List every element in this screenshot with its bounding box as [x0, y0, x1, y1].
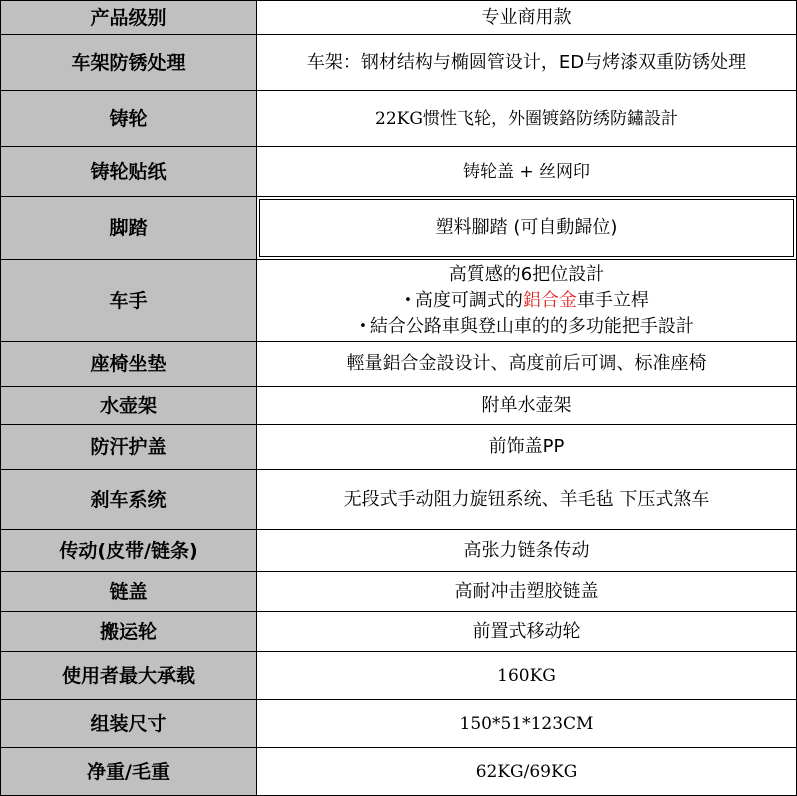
table-row [1, 387, 797, 425]
handlebar-line-1: 高質感的6把位設計 [448, 263, 605, 285]
row-value: 附单水壶架 [257, 387, 797, 425]
table-row [1, 35, 797, 91]
row-value: 62KG/69KG [257, 748, 797, 796]
row-label: 刹车系统 [1, 470, 257, 530]
highlighted-text: 鋁合金 [522, 289, 577, 311]
row-label: 防汗护盖 [1, 425, 257, 470]
row-value: 前饰盖PP [257, 425, 797, 470]
row-label: 净重/毛重 [1, 748, 257, 796]
table-row [1, 260, 797, 342]
table-row [1, 91, 797, 147]
table-row [1, 748, 797, 796]
row-label: 铸轮 [1, 91, 257, 147]
bullet-icon: • [404, 292, 412, 308]
table-row [1, 530, 797, 572]
row-label: 搬运轮 [1, 612, 257, 652]
row-label: 座椅坐垫 [1, 342, 257, 387]
row-value: 高张力链条传动 [257, 530, 797, 572]
table-row [1, 197, 797, 260]
row-label: 车手 [1, 260, 257, 342]
row-label: 水壶架 [1, 387, 257, 425]
table-row [1, 700, 797, 748]
row-value: 前置式移动轮 [257, 612, 797, 652]
row-value: 车架：钢材结构与椭圆管设计，ED与烤漆双重防锈处理 [257, 35, 797, 91]
row-label: 传动(皮带/链条) [1, 530, 257, 572]
line-text: 車手立桿 [576, 289, 649, 311]
line-text: 結合公路車與登山車的的多功能把手設計 [369, 315, 694, 337]
row-value: 22KG惯性飞轮，外圈镀鉻防绣防鏽設計 [257, 91, 797, 147]
table-row [1, 470, 797, 530]
row-value: 150*51*123CM [257, 700, 797, 748]
row-label: 使用者最大承载 [1, 652, 257, 700]
table-row [1, 572, 797, 612]
row-value: 160KG [257, 652, 797, 700]
table-row [1, 1, 797, 35]
table-row [1, 652, 797, 700]
row-value: 铸轮盖 + 丝网印 [257, 147, 797, 197]
table-row [1, 425, 797, 470]
row-label: 产品级别 [1, 1, 257, 35]
row-label: 铸轮贴纸 [1, 147, 257, 197]
handlebar-line-2 [257, 288, 796, 314]
row-label: 链盖 [1, 572, 257, 612]
row-value: 专业商用款 [257, 1, 797, 35]
table-row [1, 342, 797, 387]
row-label: 脚踏 [1, 197, 257, 260]
handlebar-line-3 [257, 314, 796, 340]
table-row [1, 612, 797, 652]
bullet-icon: • [359, 318, 367, 334]
row-value: 塑料腳踏 (可自動歸位) [257, 197, 797, 260]
row-value: 无段式手动阻力旋钮系统、羊毛毡 下压式煞车 [257, 470, 797, 530]
row-value: 輕量鋁合金設设计、高度前后可调、标准座椅 [257, 342, 797, 387]
line-text: 高度可調式的 [414, 289, 523, 311]
table-row [1, 147, 797, 197]
row-label: 组装尺寸 [1, 700, 257, 748]
row-value-multiline [257, 260, 797, 342]
row-value: 高耐冲击塑胶链盖 [257, 572, 797, 612]
row-label: 车架防锈处理 [1, 35, 257, 91]
